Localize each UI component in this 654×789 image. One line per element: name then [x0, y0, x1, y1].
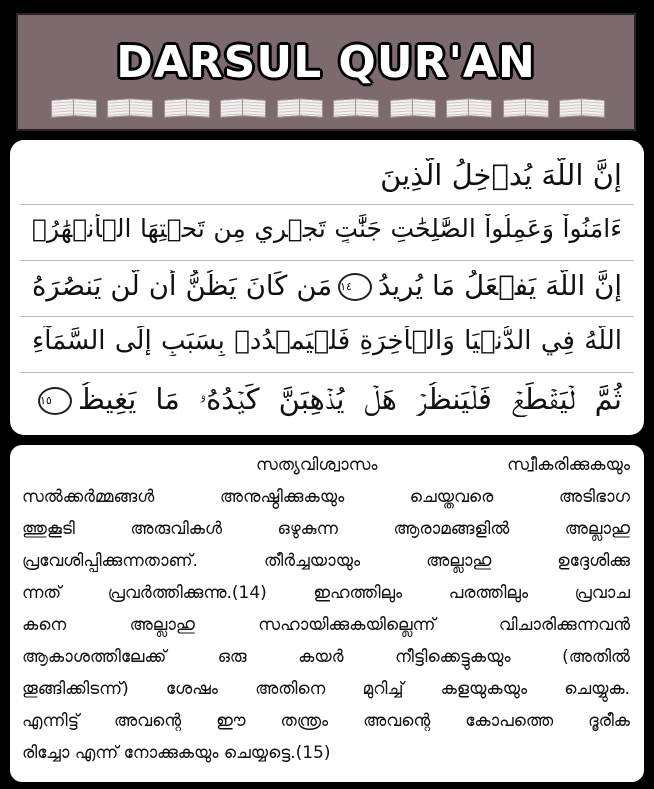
- line-divider: [20, 260, 634, 261]
- translation-line: തൂങ്ങിക്കിടന്ന്) ശേഷം അതിനെ മുറിച്ച് കളയുകയും ചെയ്യുക.: [22, 679, 630, 699]
- page-title: DARSUL QUR'AN: [116, 37, 536, 88]
- header-banner: [16, 13, 636, 131]
- translation-line: രിച്ചോ എന്ന് നോക്കുകയും ചെയ്യട്ടെ.(15): [22, 743, 331, 763]
- open-book-icon: [332, 97, 380, 117]
- translation-line: ന്നത് പ്രവർത്തിക്കുന്നു.(14) ഇഹത്തിലും പരത്തിലും പ്രവാച: [22, 583, 630, 603]
- arabic-line-4: اللَّهُ فِي الدُّنۡيَا وَالۡأٓخِرَةِ فَلۡيَمۡدُدۡ بِسَبَبٍ إِلَى السَّمَآءِ: [32, 326, 622, 356]
- open-book-icon: [276, 97, 324, 117]
- open-book-icon: [163, 97, 211, 117]
- arabic-line-1: إِنَّ اللَّهَ يُدۡخِلُ الَّذِينَ: [380, 158, 622, 192]
- malayalam-translation-panel: [10, 445, 644, 782]
- book-icon-row: [50, 97, 606, 117]
- line-divider: [20, 316, 634, 317]
- open-book-icon: [445, 97, 493, 117]
- verse-segment: مَن كَانَ يَظُنُّ أَن لَّن يَنصُرَهُ: [32, 270, 333, 302]
- open-book-icon: [502, 97, 550, 117]
- open-book-icon: [106, 97, 154, 117]
- translation-line: എന്നിട്ട് അവന്റെ ഈ തന്ത്രം അവന്റെ കോപത്തെ ദൂരീക: [22, 711, 630, 731]
- arabic-verse-panel: [10, 140, 644, 435]
- translation-line: ആകാശത്തിലേക്ക് ഒരു കയർ നീട്ടിക്കെട്ടുകയും (അതിൽ: [22, 647, 630, 667]
- arabic-line-5: [32, 382, 622, 417]
- arabic-line-2: ءَامَنُواْ وَعَمِلُواْ الصَّٰلِحَٰتِ جَنَّٰتٍ تَجۡرِي مِن تَحۡتِهَا الۡأَنۡهَٰرُۚ: [32, 214, 622, 243]
- ayah-number-marker: ١٤: [338, 273, 372, 301]
- translation-line: പ്രവേശിപ്പിക്കുന്നതാണ്. തീർച്ചയായും അല്ലാഹു ഉദ്ദേശിക്കു: [22, 551, 630, 571]
- open-book-icon: [219, 97, 267, 117]
- verse-segment: ثُمَّ لۡيَقۡطَعۡ فَلۡيَنظُرۡ هَلۡ يُذۡهِبَنَّ كَيۡدُهُۥ مَا يَغِيظُ: [78, 382, 622, 416]
- open-book-icon: [558, 97, 606, 117]
- verse-segment: إِنَّ اللَّهَ يَفۡعَلُ مَا يُرِيدُ: [378, 270, 622, 302]
- line-divider: [20, 372, 634, 373]
- ayah-number-marker: ١٥: [38, 387, 72, 415]
- open-book-icon: [50, 97, 98, 117]
- translation-line: സത്യവിശ്വാസം സ്വീകരിക്കുകയും: [256, 455, 630, 475]
- open-book-icon: [389, 97, 437, 117]
- translation-line: കനെ അല്ലാഹു സഹായിക്കുകയില്ലെന്ന് വിചാരിക്കുന്നവൻ: [22, 615, 630, 635]
- arabic-line-3: [32, 270, 622, 302]
- line-divider: [20, 204, 634, 205]
- translation-line: സൽക്കർമ്മങ്ങൾ അനുഷ്ഠിക്കുകയും ചെയ്തവരെ അടിഭാഗ: [22, 487, 630, 507]
- translation-line: ത്തുകൂടി അരുവികൾ ഒഴുകുന്ന ആരാമങ്ങളിൽ അല്ലാഹു: [22, 519, 630, 539]
